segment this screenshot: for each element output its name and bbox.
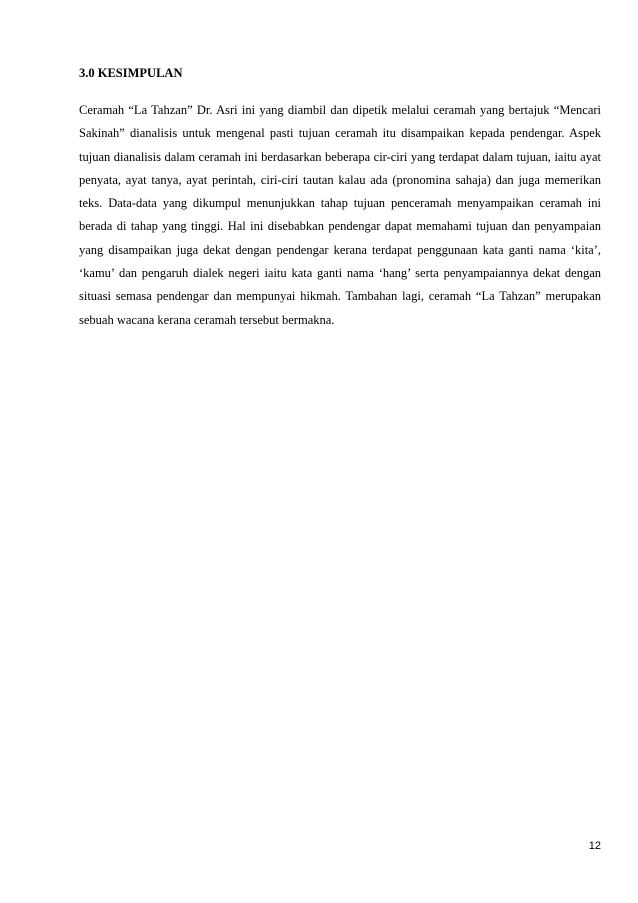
conclusion-paragraph: Ceramah “La Tahzan” Dr. Asri ini yang diambil dan dipetik melalui ceramah yang bertajuk “Mencari Sakinah” dianalisis untuk mengenal pasti tujuan ceramah itu disampaikan kepada pendengar. Aspek tujuan dianalisis dalam ceramah ini berdasarkan beberapa cir-ciri yang terdapat dalam tujuan, iaitu ayat penyata, ayat tanya, ayat perintah, ciri-ciri tautan kalau ada (pronomina sahaja) dan juga memerikan teks. Data-data yang dikumpul menunjukkan tahap tujuan penceramah menyampaikan ceramah ini berada di tahap yang tinggi. Hal ini disebabkan pendengar dapat memahami tujuan dan penyampaian yang disampaikan juga dekat dengan pendengar kerana terdapat penggunaan kata ganti nama ‘kita’, ‘kamu’ dan pengaruh dialek negeri iaitu kata ganti nama ‘hang’ serta penyampaiannya dekat dengan situasi semasa pendengar dan mempunyai hikmah. Tambahan lagi, ceramah “La Tahzan” merupakan sebuah wacana kerana ceramah tersebut bermakna. [79,103,601,327]
section-heading: 3.0 KESIMPULAN [79,66,183,80]
page-number: 12 [588,840,601,852]
